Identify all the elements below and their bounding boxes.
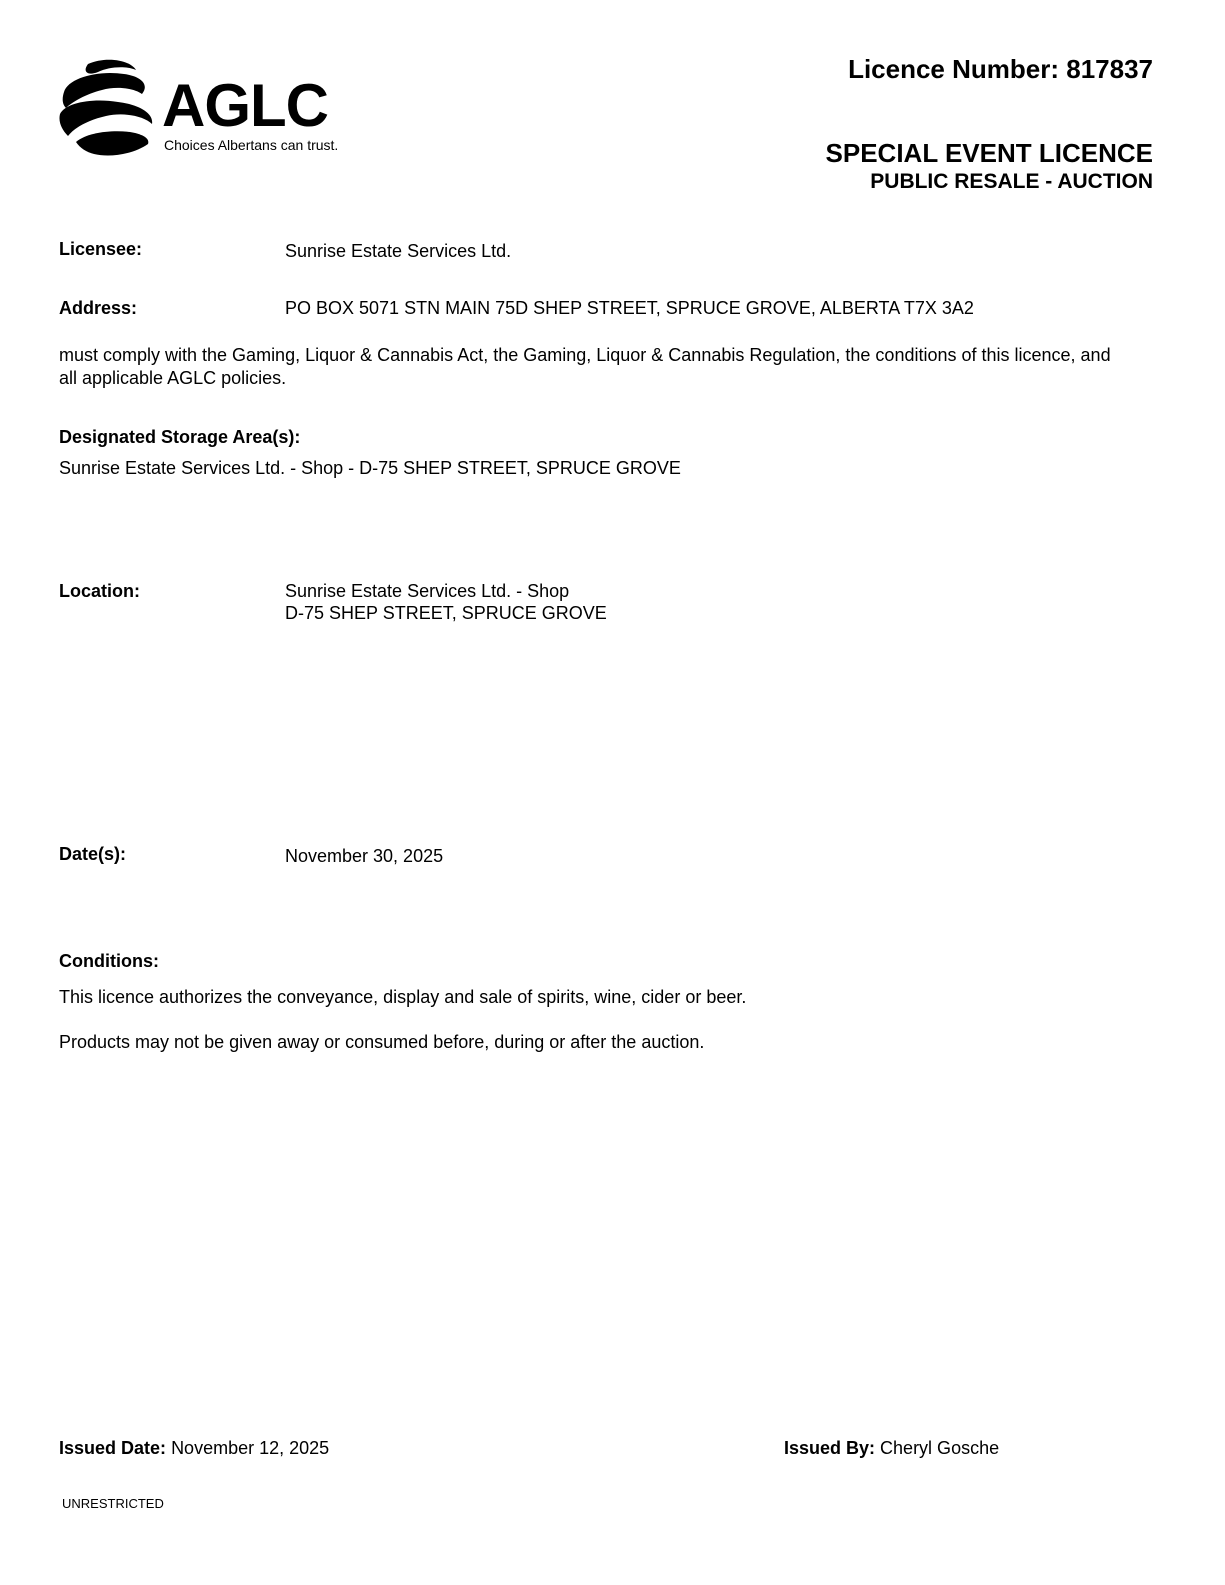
logo-tagline: Choices Albertans can trust. — [164, 137, 339, 153]
location-line2: D-75 SHEP STREET, SPRUCE GROVE — [285, 603, 607, 623]
issued-by — [784, 1437, 999, 1459]
condition-item: This licence authorizes the conveyance, display and sale of spirits, wine, cider or beer. — [59, 987, 747, 1007]
aglc-logo — [58, 58, 378, 162]
licence-subtitle: PUBLIC RESALE - AUCTION — [870, 170, 1153, 193]
issued-date — [59, 1437, 329, 1459]
aglc-swirl-logo-icon — [58, 58, 158, 162]
compliance-text: must comply with the Gaming, Liquor & Cannabis Act, the Gaming, Liquor & Cannabis Regulation, the conditions of this licence, and all applicable AGLC policies. — [59, 345, 1111, 388]
location-label: Location: — [59, 581, 140, 601]
address-value: PO BOX 5071 STN MAIN 75D SHEP STREET, SPRUCE GROVE, ALBERTA T7X 3A2 — [285, 298, 974, 318]
licensee-value: Sunrise Estate Services Ltd. — [285, 241, 512, 261]
logo-wordmark: AGLC — [162, 72, 328, 139]
location-line1: Sunrise Estate Services Ltd. - Shop — [285, 581, 570, 601]
dates-label: Date(s): — [59, 844, 127, 864]
licence-title: SPECIAL EVENT LICENCE — [825, 138, 1153, 168]
issued-date-value: November 12, 2025 — [171, 1438, 330, 1458]
licensee-label: Licensee: — [59, 239, 143, 259]
licence-number: Licence Number: 817837 — [848, 54, 1153, 84]
issued-date-label: Issued Date: — [59, 1438, 167, 1458]
condition-item: Products may not be given away or consumed before, during or after the auction. — [59, 1032, 705, 1052]
classification-label: UNRESTRICTED — [62, 1496, 164, 1511]
issued-by-value: Cheryl Gosche — [880, 1438, 1000, 1458]
conditions-label: Conditions: — [59, 951, 159, 971]
storage-label: Designated Storage Area(s): — [59, 427, 301, 447]
dates-value: November 30, 2025 — [285, 846, 444, 866]
issued-by-label: Issued By: — [784, 1438, 876, 1458]
storage-value: Sunrise Estate Services Ltd. - Shop - D-75 SHEP STREET, SPRUCE GROVE — [59, 458, 681, 478]
address-label: Address: — [59, 298, 138, 318]
